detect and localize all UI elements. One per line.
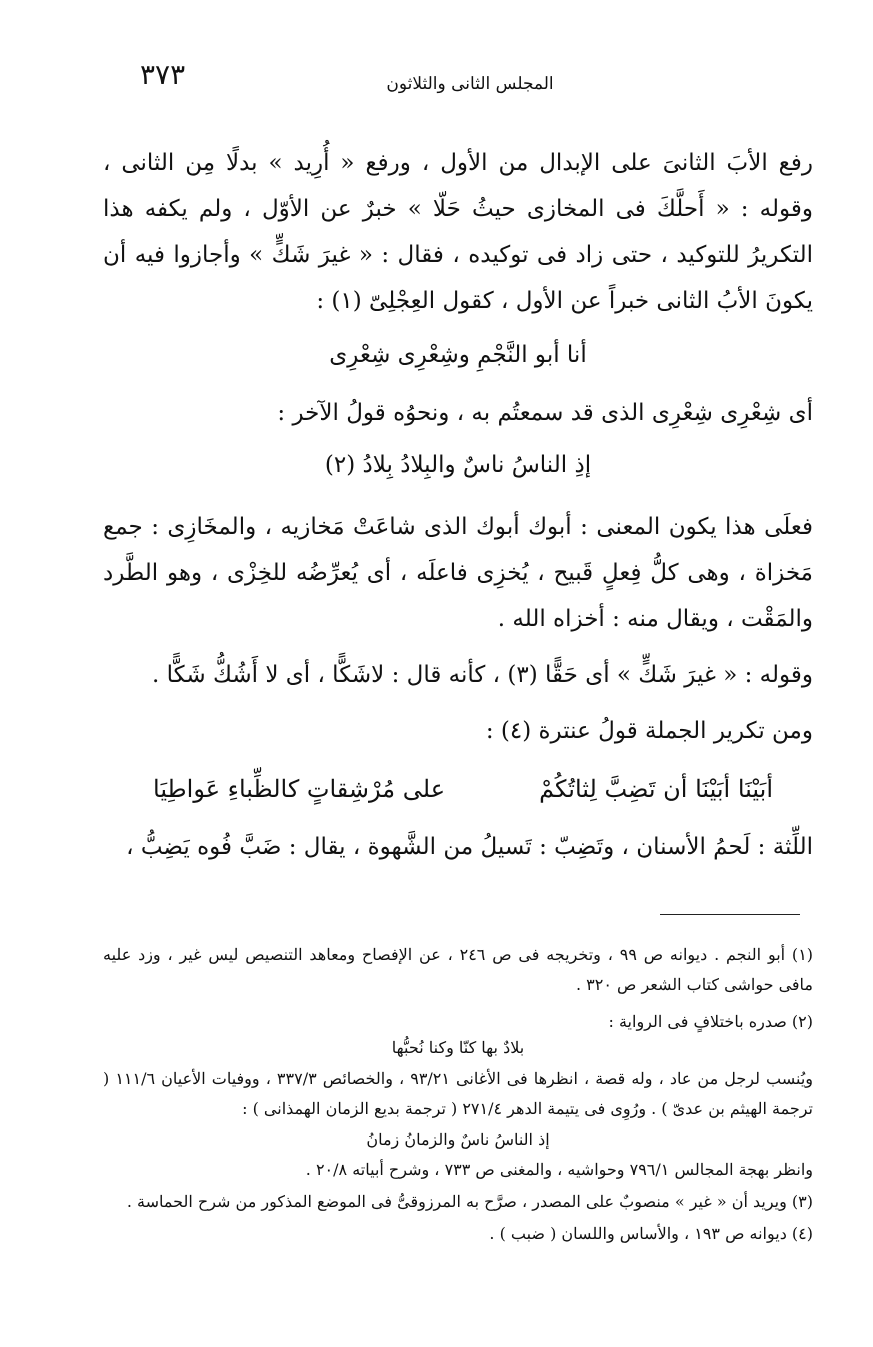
verse-antara-second-hemistich: على مُرْشِقاتٍ كالظِّباءِ عَواطِيَا (153, 775, 446, 803)
footnote-2-text: ويُنسب لرجل من عاد ، وله قصة ، انظرها فى الأغانى ٩٣/٢١ ، والخصائص ٣٣٧/٣ ، ووفيات الأعيان ١١١/٦ ( ترجمة الهيثم بن عدىّ ) . ورُوِى فى يتيمة الدهر ٢٧١/٤ ( ترجمة بديع الزمان الهمذانى ) : (103, 1069, 813, 1118)
paragraph-1: رفع الأبَ الثانىَ على الإبدال من الأول ، ورفع « أُرِيد » بدلًا مِن الثانى ، وقوله : « أَحلَّكَ فى المخازى حيثُ حَلّا » خبرٌ عن الأوّل ، ولم يكفه هذا التكريرُ للتوكيد ، حتى زاد فى توكيده ، فقال : « غيرَ شَكٍّ » وأجازوا فيه أن يكونَ الأبُ الثانى خبراً عن الأول ، كقول العِجْلِىّ (١) : (103, 150, 813, 314)
footnote-divider (660, 914, 800, 915)
paragraph-2: فعلَى هذا يكون المعنى : أبوك أبوك الذى شاعَتْ مَخازيه ، والمخَازِى : جمع مَخزاة ، وهى كلُّ فِعلٍ قَبيح ، يُخزِى فاعلَه ، أى يُعرِّضُه للخِزْى ، وهو الطَّرد والمَقْت ، ويقال منه : أخزاه الله . (103, 514, 813, 632)
line-qawluhu: وقوله : « غيرَ شَكٍّ » أى حَقًّا (٣) ، كأنه قال : لاشَكًّا ، أى لا أَشُكُّ شَكًّا . (152, 662, 813, 688)
footnote-2-intro: (٢) صدره باختلافٍ فى الرواية : (608, 1012, 813, 1031)
verse-abu-najm: أنا أبو النَّجْمِ وشِعْرِى شِعْرِى (329, 342, 587, 368)
verse-antara-first-hemistich: أبَيْنَا أبَيْنَا أن تَضِبَّ لِثاتُكُمْ (539, 775, 773, 803)
footnote-1: (١) أبو النجم . ديوانه ص ٩٩ ، وتخريجه فى ص ٢٤٦ ، عن الإفصاح ومعاهد التنصيص ليس غير ، وزد عليه مافى حواشى كتاب الشعر ص ٣٢٠ . (103, 945, 814, 994)
footnote-2-end: وانظر بهجة المجالس ٧٩٦/١ وحواشيه ، والمغنى ص ٧٣٣ ، وشرح أبياته ٢٠/٨ . (305, 1160, 813, 1179)
footnote-4: (٤) ديوانه ص ١٩٣ ، والأساس واللسان ( ضبب ) . (489, 1224, 813, 1243)
line-takrir: ومن تكرير الجملة قولُ عنترة (٤) : (485, 718, 813, 744)
verse-antara (153, 774, 773, 804)
line-ay-shiri: أى شِعْرِى شِعْرِى الذى قد سمعتُم به ، ونحوُه قولُ الآخر : (277, 400, 813, 426)
footnote-2-verse-2: إذ الناسُ ناسٌ والزمانُ زمانُ (366, 1130, 550, 1149)
footnote-3: (٣) ويريد أن « غير » منصوبٌ على المصدر ، صرَّح به المرزوقىُّ فى الموضع المذكور من شرح الحماسة . (126, 1192, 813, 1211)
footnote-2-verse: بلادٌ بها كنّا وكنا نُحبُّها (391, 1038, 525, 1057)
running-head: المجلس الثانى والثلاثون (386, 74, 554, 94)
verse-nas: إذِ الناسُ ناسٌ والبِلادُ بِلادُ (٢) (324, 452, 592, 478)
page-number: ٣٧٣ (140, 58, 186, 91)
line-lithah: اللِّثة : لَحمُ الأسنان ، وتَضِبّ : تَسيلُ من الشَّهوة ، يقال : ضَبَّ فُوه يَضِبُّ ، (126, 834, 813, 860)
